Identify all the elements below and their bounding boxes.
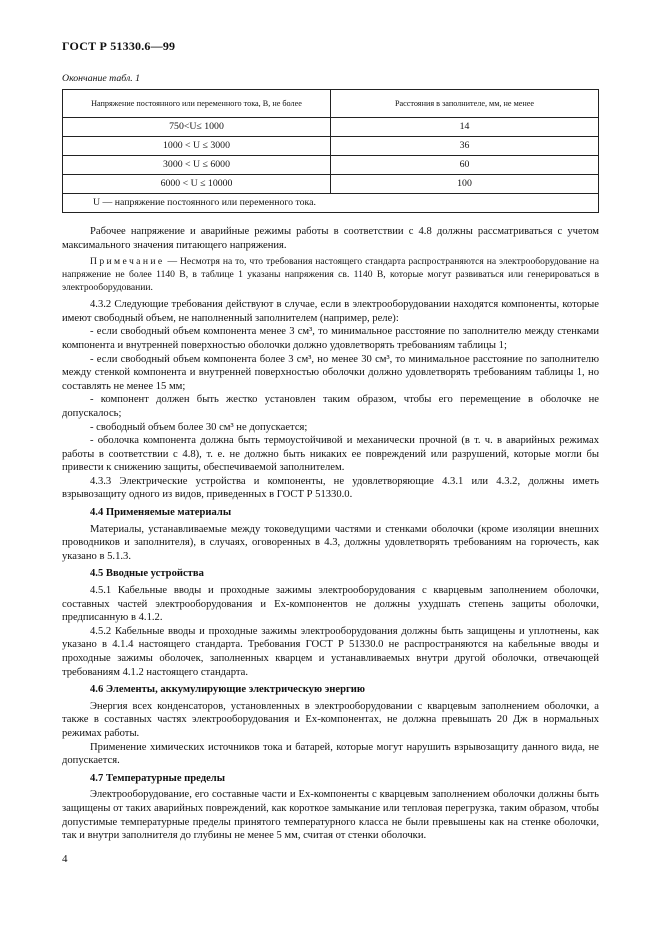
paragraph-4-3-3: 4.3.3 Электрические устройства и компоненты, не удовлетворяющие 4.3.1 или 4.3.2, должны иметь взрывозащиту одного из видов, приведенных в ГОСТ Р 51330.0. <box>62 475 599 501</box>
distance-cell: 60 <box>331 156 599 175</box>
section-heading-4-7: 4.7 Температурные пределы <box>90 772 226 784</box>
page-number: 4 <box>62 853 68 865</box>
bullet-item: - компонент должен быть жестко установлен таким образом, чтобы его перемещение в оболочке не допускалось; <box>62 394 599 419</box>
bullet-item: - оболочка компонента должна быть термоустойчивой и механически прочной (в т. ч. в аварийных режимах работы в соответствии с 4.8), т. е. не должно быть никаких ее повреждений или разрушений, которые могли бы привести к снижению защиты, обеспечиваемой заполнителем. <box>62 435 599 474</box>
bullet-item: - если свободный объем компонента менее 3 см³, то минимальное расстояние по заполнителю между стенками компонента и внутренней поверхностью оболочки должно удовлетворять требованиям таблицы 1; <box>62 326 599 351</box>
note-label: Примечание <box>90 256 165 268</box>
table-row <box>63 137 599 156</box>
table-footnote-row <box>63 194 599 213</box>
paragraph-4-4: Материалы, устанавливаемые между токоведущими частями и стенками оболочки (кроме изоляции внешних проводников и заполнителя), в случаях, оговоренных в 4.3, должны удовлетворять требованиям на горючесть, как указано в 5.1.3. <box>62 523 599 562</box>
paragraph-working-voltage: Рабочее напряжение и аварийные режимы работы в соответствии с 4.8 должны рассматриваться с учетом максимального значения питающего напряжения. <box>62 226 599 251</box>
note-paragraph <box>62 256 599 294</box>
distance-table <box>62 89 599 213</box>
paragraph-4-5-2: 4.5.2 Кабельные вводы и проходные зажимы электрооборудования должны быть защищены и уплотнены, как указано в 4.1.4 настоящего стандарта. Требования ГОСТ Р 51330.0 не распространяются на кабельные вводы и проходные зажимы оболочек, заполненных кварцем и устанавливаемых внутри другой оболочки, отвечающей требованиям 4.1.2 настоящего стандарта. <box>62 625 599 678</box>
bullet-item: - свободный объем более 30 см³ не допускается; <box>90 421 308 433</box>
section-heading-4-6: 4.6 Элементы, аккумулирующие электрическую энергию <box>90 684 365 696</box>
table-row <box>63 156 599 175</box>
table-header-row <box>63 90 599 118</box>
table-row <box>63 175 599 194</box>
distance-cell: 100 <box>331 175 599 194</box>
col-distance-header: Расстояния в заполнителе, мм, не менее <box>331 90 599 118</box>
voltage-cell: 1000 < U ≤ 3000 <box>63 137 331 156</box>
document-header: ГОСТ Р 51330.6—99 <box>62 39 176 53</box>
section-heading-4-5: 4.5 Вводные устройства <box>90 568 204 580</box>
voltage-cell: 750<U≤ 1000 <box>63 118 331 137</box>
paragraph-4-7: Электрооборудование, его составные части и Ех-компоненты с кварцевым заполнением оболочки должны быть защищены от таких аварийных повреждений, как короткое замыкание или тепловая перегрузка, таким образом, чтобы допустимые температурные пределы принятого температурного класса не были превышены как на стенке оболочки, так и внутри заполнителя до глубины не менее 5 мм, считая от стенки оболочки. <box>62 789 599 842</box>
table-caption: Окончание табл. 1 <box>62 72 141 84</box>
paragraph-4-3-2: 4.3.2 Следующие требования действуют в случае, если в электрооборудовании находятся компоненты, которые имеют свободный объем, не наполненный заполнителем (например, реле): <box>62 299 599 324</box>
distance-cell: 14 <box>331 118 599 137</box>
section-heading-4-4: 4.4 Применяемые материалы <box>90 507 232 519</box>
table-footnote: U — напряжение постоянного или переменного тока. <box>63 194 599 213</box>
voltage-cell: 3000 < U ≤ 6000 <box>63 156 331 175</box>
paragraph-4-5-1: 4.5.1 Кабельные вводы и проходные зажимы электрооборудования с кварцевым заполнением оболочки, составных частей электрооборудования и Ех-компонентов не должны ухудшать степень защиты оболочки, предписанную в 4.1.2. <box>62 585 599 624</box>
table-row <box>63 118 599 137</box>
bullet-item: - если свободный объем компонента более 3 см³, но менее 30 см³, то минимальное расстояние по заполнителю между стенкой компонента и внутренней поверхностью оболочки должно удовлетворять требованиям таблицы 1, но составлять не менее 15 мм; <box>62 353 599 392</box>
distance-cell: 36 <box>331 137 599 156</box>
note-text: — Несмотря на то, что требования настоящего стандарта распространяются на электрооборудование на напряжение не более 1140 В, в таблице 1 указаны напряжения св. 1140 В, которые могут развиваться или генерироваться в электрооборудовании. <box>62 256 599 293</box>
paragraph-4-6-2: Применение химических источников тока и батарей, которые могут нарушить взрывозащиту данного вида, не допускается. <box>62 741 599 767</box>
col-voltage-header: Напряжение постоянного или переменного тока, В, не более <box>63 90 331 118</box>
paragraph-4-6-1: Энергия всех конденсаторов, установленных в электрооборудовании с кварцевым заполнением оболочки, а также в составных частях электрооборудования и Ех-компонентах, не должна превышать 20 Дж в нормальных режимах работы. <box>62 700 599 739</box>
voltage-cell: 6000 < U ≤ 10000 <box>63 175 331 194</box>
